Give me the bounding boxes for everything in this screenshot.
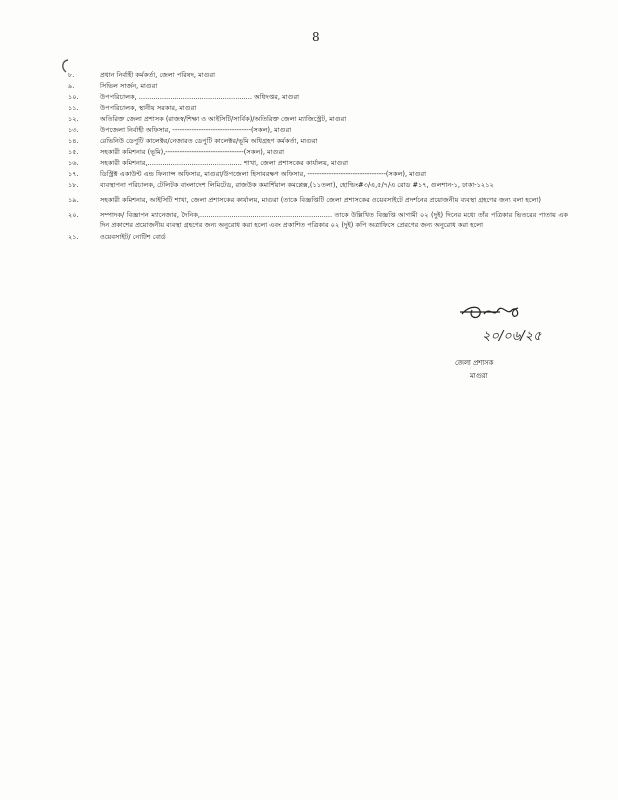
item-number: ৯.	[68, 82, 75, 90]
page-number: 8	[312, 30, 320, 44]
item-number: ১৭.	[68, 170, 79, 178]
item-text: সহকারী কমিশনার (ভূমি),---------------------------------(সকল), মাগুরা	[100, 148, 284, 156]
item-text: সিভিল সার্জন, মাগুরা	[100, 82, 158, 90]
list-item	[68, 81, 568, 92]
signatory-title: জেলা প্রশাসক	[455, 359, 494, 367]
item-number: ১৪.	[68, 137, 79, 145]
list-item	[68, 180, 568, 191]
item-number: ২১.	[68, 233, 79, 241]
signatory-location: মাগুরা	[470, 372, 488, 380]
list-item	[68, 169, 568, 180]
list-item	[68, 232, 568, 243]
list-item	[68, 125, 568, 136]
item-text: উপজেলা নির্বাহী অফিসার, ---------------------------------(সকল), মাগুরা	[100, 126, 292, 134]
list-item	[68, 147, 568, 158]
item-number: ১৩.	[68, 126, 79, 134]
item-text: সহকারী কমিশনার,............................................. শাখা, জেলা প্রশাসকের কার্যালয়, মাগুরা	[100, 159, 349, 167]
item-text: সম্পাদক/ বিজ্ঞাপন ম্যানেজার, দৈনিক,............................................................... তাকে উল্লিখিত বিজ্ঞপ্তি আগামী ০২ (দুই) দিনের মধ্যে তাঁর পত্রিকার ভিতরের পাতায় এক দিন প্রকাশের প্রয়োজনীয় ব্যবস্থা গ্রহণের জন্য অনুরোধ করা হলো এবং প্রকাশিত পত্রিকার ০২ (দুই) কপি অত্রাফিসে প্রেরণের জন্য অনুরোধ করা হলো	[100, 211, 568, 229]
item-number: ৮.	[68, 71, 75, 79]
list-item	[68, 70, 568, 81]
item-number: ১১.	[68, 104, 79, 112]
item-number: ১০.	[68, 93, 79, 101]
list-item	[68, 114, 568, 125]
item-number: ১২.	[68, 115, 79, 123]
item-text: উপপরিচালক, ...................................................... অধিদপ্তর, মাগুরা	[100, 93, 300, 101]
list-item	[68, 136, 568, 147]
item-text: রেভিনিউ ডেপুটি কালেক্টর/নেজারত ডেপুটি কালেক্টর/ভূমি অধিগ্রহণ কর্মকর্তা, মাগুরা	[100, 137, 318, 145]
list-item	[68, 103, 568, 114]
item-text: প্রধান নির্বাহী কর্মকর্তা, জেলা পরিষদ, মাগুরা	[100, 71, 216, 79]
item-number: ১৮.	[68, 181, 79, 189]
signature-date: ২০/০৬/২৫	[482, 329, 542, 344]
item-text: অতিরিক্ত জেলা প্রশাসক (রাজস্ব/শিক্ষা ও আইসিটি/সার্বিক)/অতিরিক্ত জেলা ম্যাজিস্ট্রেট, মাগুরা	[100, 115, 347, 123]
item-text: ব্যবস্থাপনা পরিচালক, টেলিটক বাংলাদেশ লিমিটেড, রাজউক কমার্শিয়াল কমপ্লেক্স,(১১তলা), হোল্ডিং#৩/এ,৫/৭/এ রোড #১৭, গুলশান-১, ঢাকা-১২১২	[100, 181, 494, 189]
list-item	[68, 158, 568, 169]
item-number: ২০.	[68, 211, 79, 219]
list-item	[68, 195, 568, 206]
item-number: ১৫.	[68, 148, 79, 156]
item-text: সহকারী কমিশনার, আইসিটি শাখা, জেলা প্রশাসকের কার্যালয়, মাগুরা (তাকে বিজ্ঞপ্তিটি জেলা প্রশাসকের ওয়েবসাইটে প্রদর্শনের প্রয়োজনীয় ব্যবস্থা গ্রহণের জন্য বলা হলো)	[100, 196, 541, 204]
item-number: ১৯.	[68, 196, 79, 204]
distribution-list	[68, 70, 568, 243]
list-item	[68, 92, 568, 103]
item-number: ১৬.	[68, 159, 79, 167]
item-text: উপপরিচালক, স্থানীয় সরকার, মাগুরা	[100, 104, 197, 112]
list-item	[68, 210, 568, 230]
item-text: ডিস্ট্রিক্ট একাউন্ট এন্ড ফিন্যান্স অফিসার, মাগুরা/উপজেলা হিসাবরক্ষণ অফিসার, ---------------------------------(সকল), মাগুরা	[100, 170, 427, 178]
item-text: ওয়েবসাইট/ নোটিশ বোর্ড	[100, 233, 166, 241]
handwritten-signature	[452, 300, 572, 350]
